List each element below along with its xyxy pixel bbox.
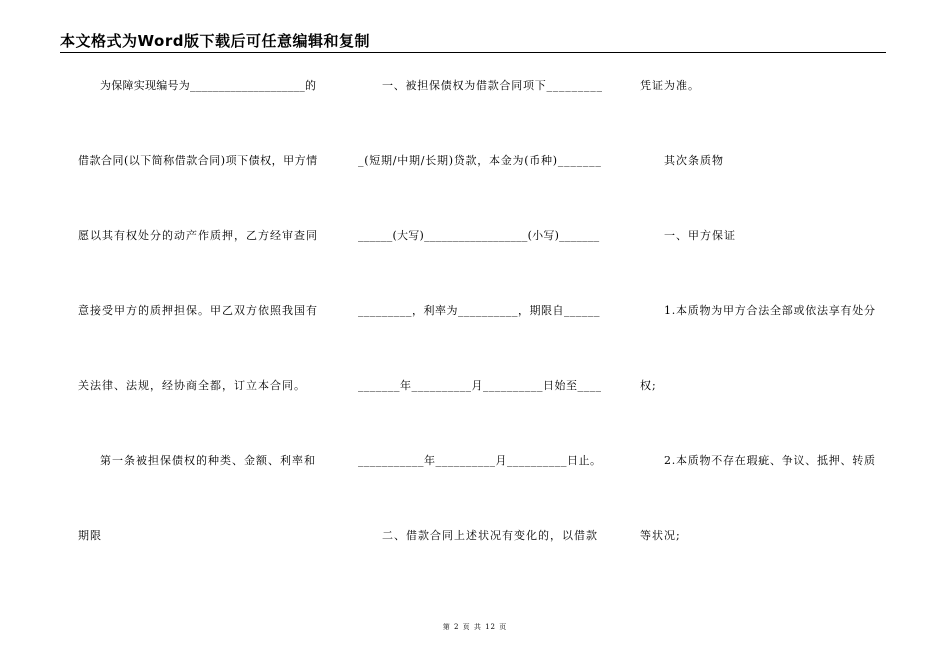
- page-number: 第 2 页 共 12 页: [442, 623, 508, 631]
- text-line: 二、借款合同上述状况有变化的，以借款: [382, 529, 598, 542]
- text-line: ______(大写)__________________(小写)_______: [358, 229, 600, 242]
- text-line: 2.本质物不存在瑕疵、争议、抵押、转质: [664, 454, 876, 467]
- text-line: 凭证为准。: [640, 79, 700, 92]
- text-line: 一、被担保债权为借款合同项下_________: [382, 79, 603, 92]
- text-line: 其次条质物: [664, 154, 724, 167]
- header-rule: [60, 52, 886, 53]
- text-line: _(短期/中期/长期)贷款，本金为(币种)_______: [358, 154, 602, 167]
- text-line: _________，利率为__________，期限自______: [358, 304, 600, 317]
- document-header: 本文格式为Word版下载后可任意编辑和复制: [60, 32, 370, 50]
- text-line: 等状况;: [640, 529, 681, 542]
- text-line: _______年__________月__________日始至____: [358, 379, 602, 392]
- text-line: 愿以其有权处分的动产作质押，乙方经审查同: [78, 229, 318, 242]
- text-line: 权;: [640, 379, 657, 392]
- text-line: ___________年__________月__________日止。: [358, 454, 602, 467]
- text-line: 一、甲方保证: [664, 229, 736, 242]
- text-line: 期限: [78, 529, 102, 542]
- text-line: 为保障实现编号为____________________的: [100, 79, 317, 92]
- text-line: 关法律、法规，经协商全都，订立本合同。: [78, 379, 306, 392]
- text-line: 借款合同(以下简称借款合同)项下债权，甲方情: [78, 154, 318, 167]
- text-line: 1.本质物为甲方合法全部或依法享有处分: [664, 304, 876, 317]
- text-line: 意接受甲方的质押担保。甲乙双方依照我国有: [78, 304, 318, 317]
- text-line: 第一条被担保债权的种类、金额、利率和: [100, 454, 316, 467]
